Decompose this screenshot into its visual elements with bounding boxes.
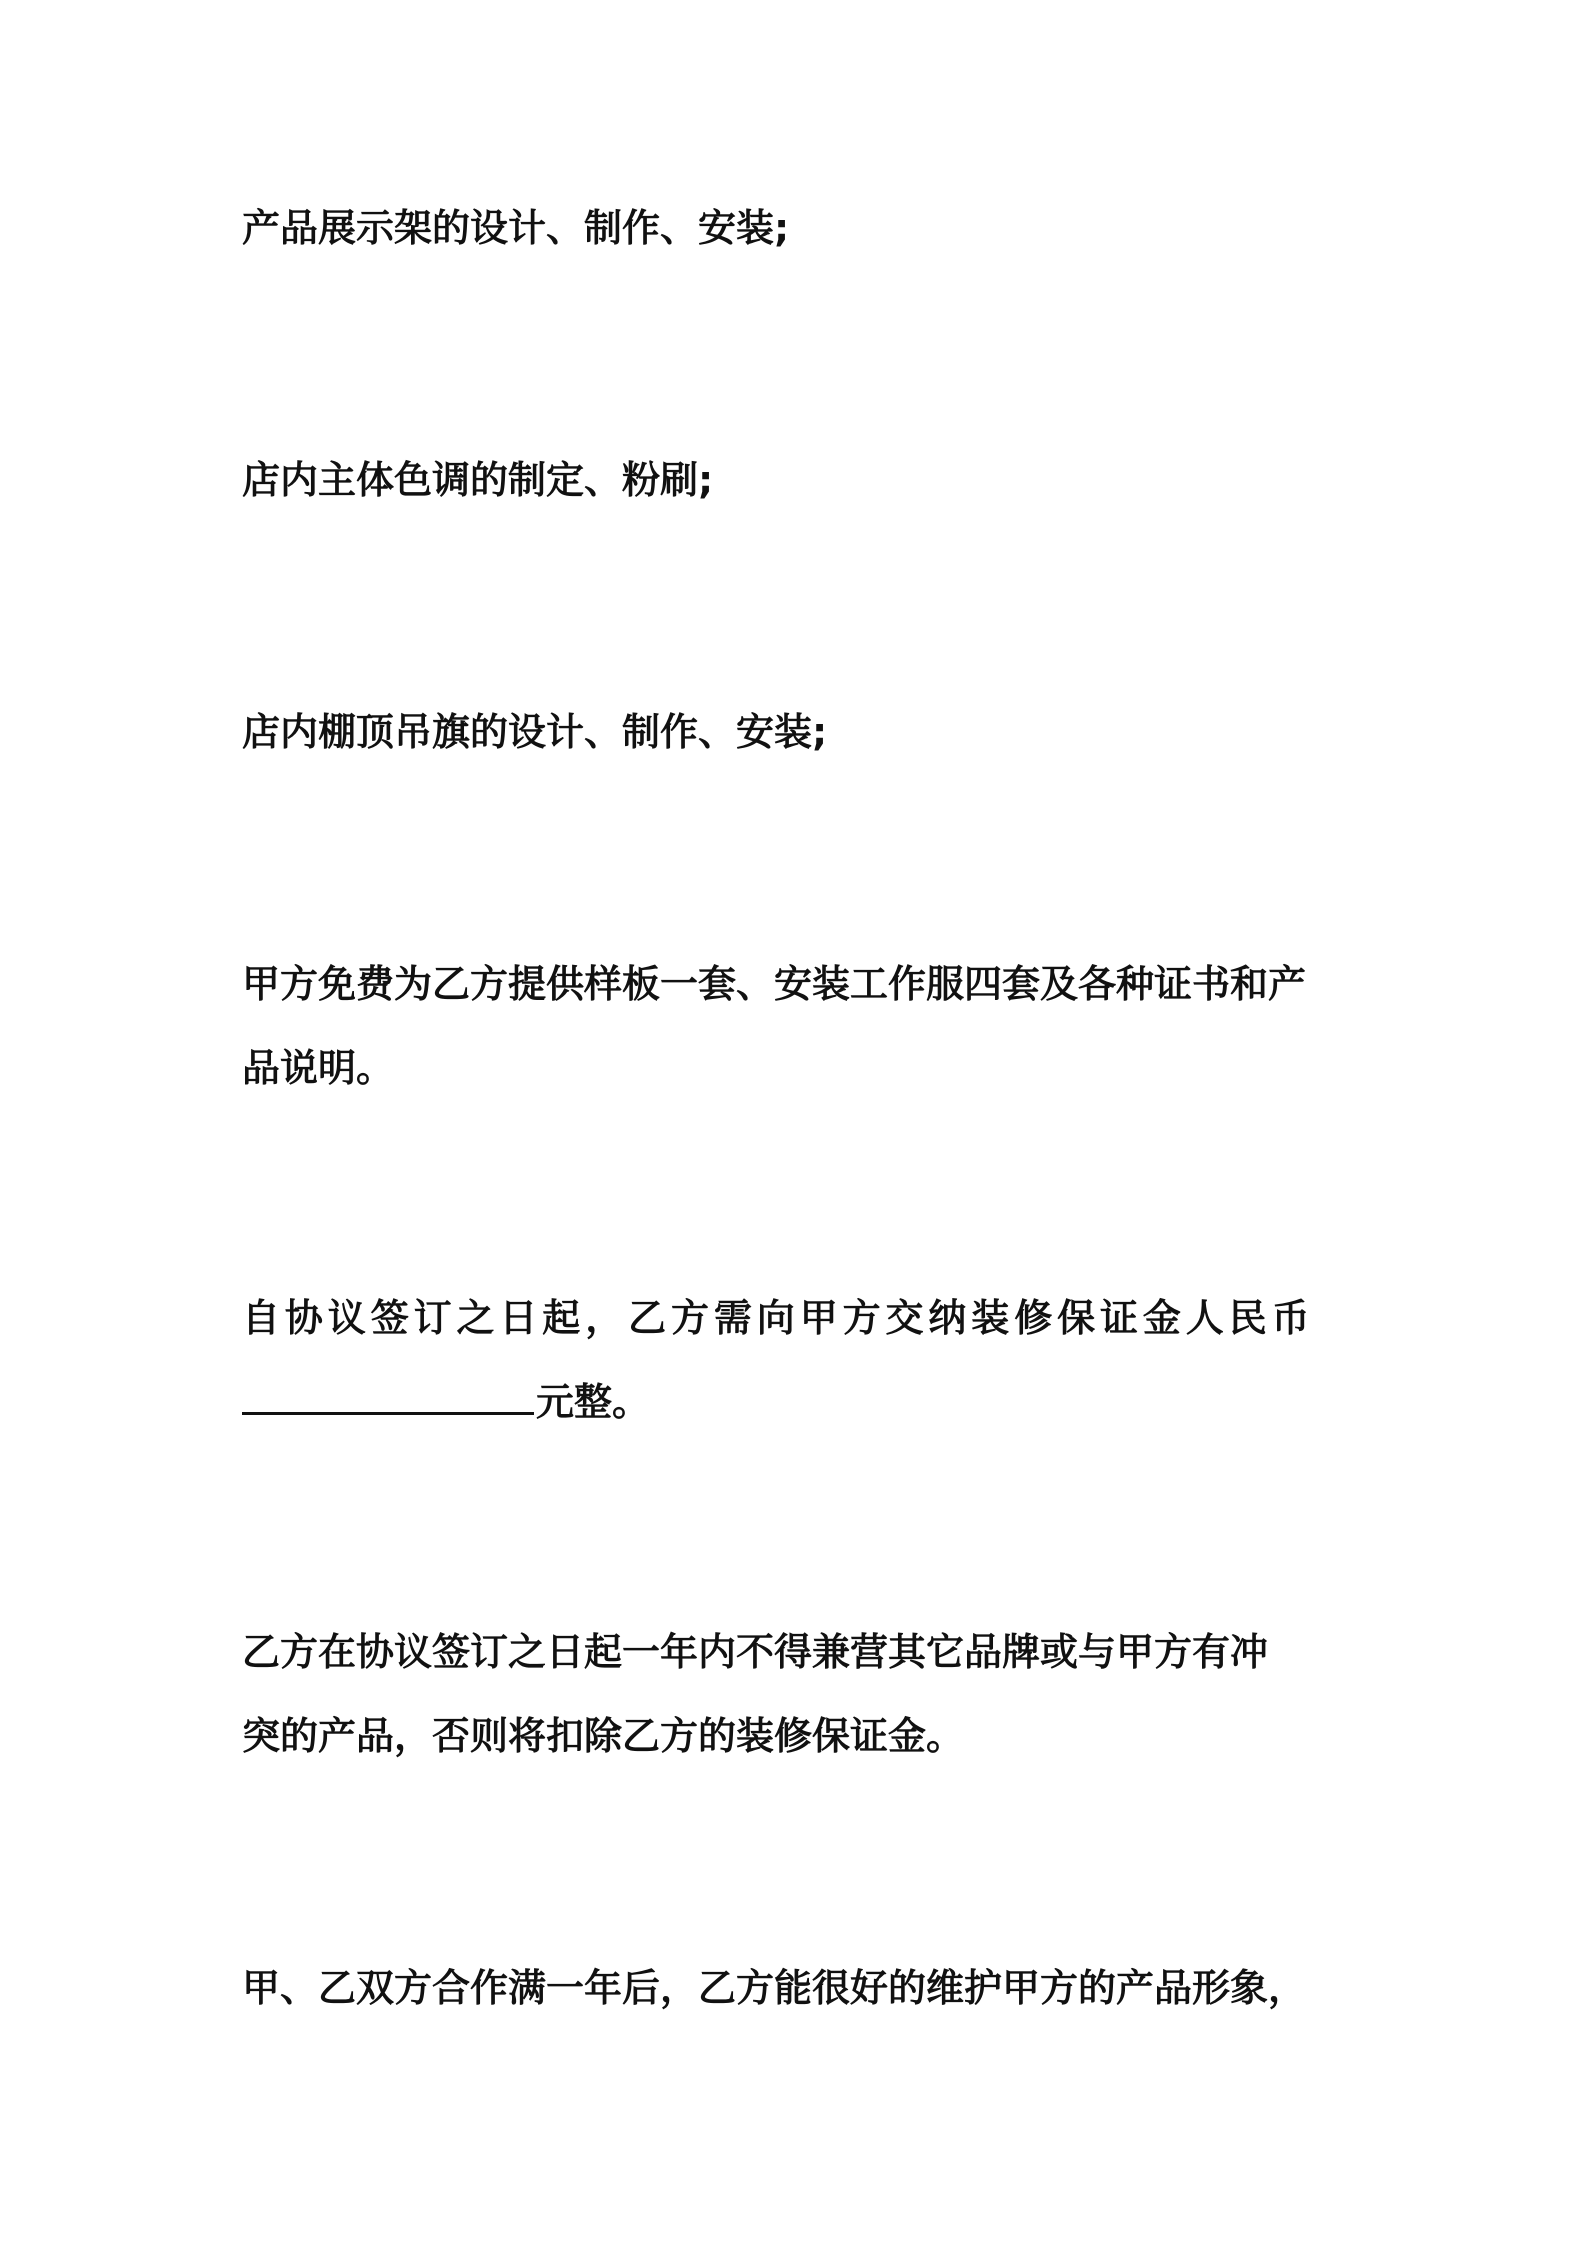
paragraph-line-with-blank [242, 1360, 1362, 1444]
amount-blank [242, 1382, 534, 1415]
paragraph-cooperation [242, 1946, 1362, 2030]
paragraph-line: 甲方免费为乙方提供样板一套、安装工作服四套及各种证书和产 [242, 962, 1307, 1006]
paragraph-deposit [242, 1276, 1362, 1444]
paragraph-line: 自协议签订之日起，乙方需向甲方交纳装修保证金人民币 [242, 1296, 1315, 1340]
paragraph-line: 品说明。 [242, 1046, 395, 1090]
paragraph-line-tail: 元整。 [536, 1380, 651, 1424]
paragraph-ceiling-banner [242, 690, 1362, 774]
paragraph-line: 乙方在协议签订之日起一年内不得兼营其它品牌或与甲方有冲 [242, 1630, 1269, 1674]
paragraph-display-rack [242, 186, 1362, 270]
paragraph-line: 店内主体色调的制定、粉刷; [242, 458, 714, 502]
paragraph-line: 甲、乙双方合作满一年后，乙方能很好的维护甲方的产品形象， [242, 1966, 1307, 2010]
paragraph-exclusivity [242, 1610, 1362, 1778]
paragraph-free-samples [242, 942, 1362, 1110]
paragraph-store-color [242, 438, 1362, 522]
paragraph-line: 店内棚顶吊旗的设计、制作、安装; [242, 710, 828, 754]
paragraph-line: 突的产品，否则将扣除乙方的装修保证金。 [242, 1714, 965, 1758]
paragraph-line: 产品展示架的设计、制作、安装; [242, 206, 790, 250]
